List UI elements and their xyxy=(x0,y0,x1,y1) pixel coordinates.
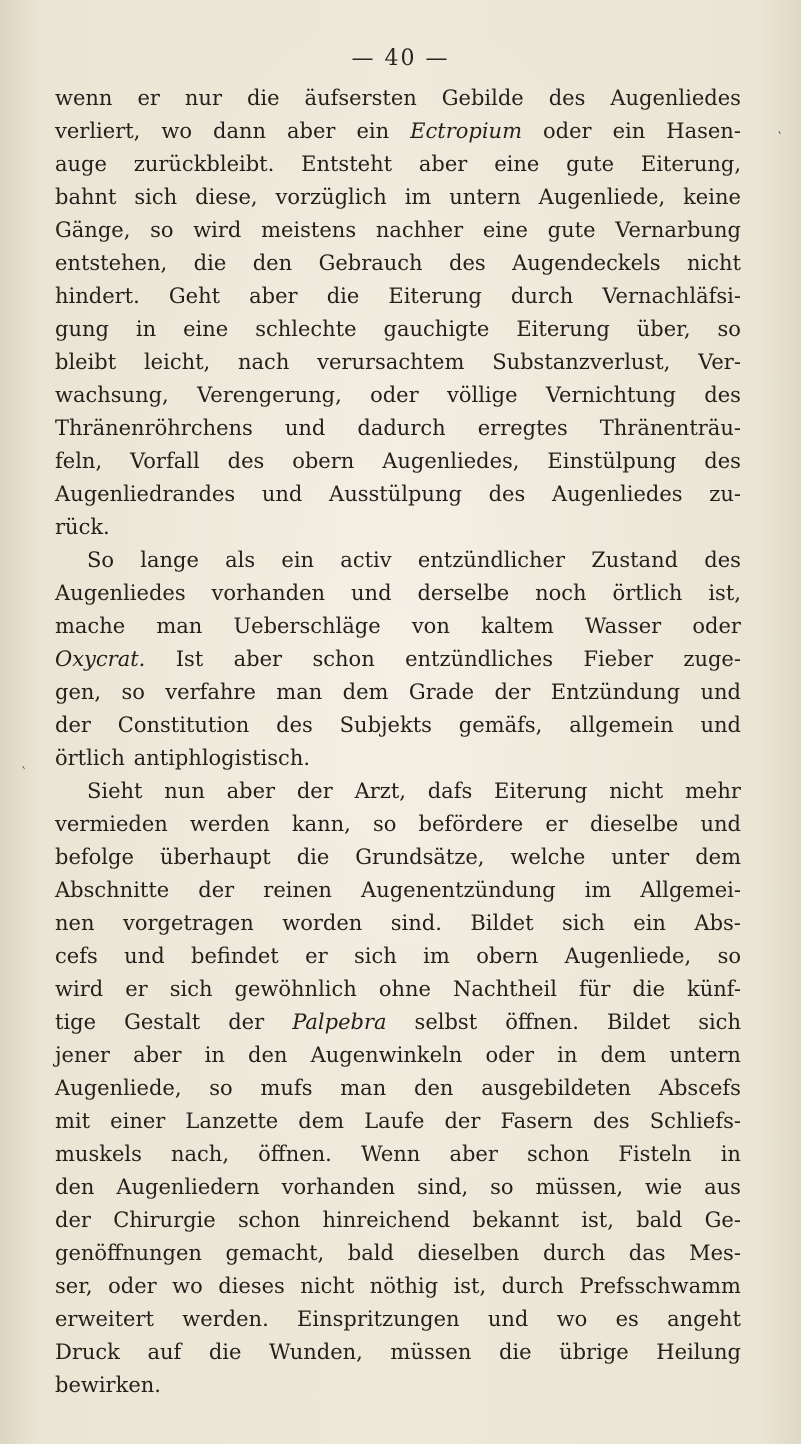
text-line: tige Gestalt der Palpebra selbst öffnen. Bildet sich xyxy=(55,1010,741,1034)
text-line: muskels nach, öffnen. Wenn aber schon Fisteln in xyxy=(55,1142,741,1166)
text-line: Sieht nun aber der Arzt, dafs Eiterung nicht mehr xyxy=(87,779,741,803)
text-line: gung in eine schlechte gauchigte Eiterung über, so xyxy=(55,317,741,341)
page-number: — 40 — xyxy=(351,46,450,71)
text-line: nen vorgetragen worden sind. Bildet sich ein Abs- xyxy=(55,911,741,935)
text-line: bleibt leicht, nach verursachtem Substanzverlust, Ver- xyxy=(55,350,741,374)
margin-mark: ‵ xyxy=(778,130,782,146)
text-line: mit einer Lanzette dem Laufe der Fasern des Schliefs- xyxy=(55,1109,741,1133)
text-line: rück. xyxy=(55,515,110,539)
text-line: So lange als ein activ entzündlicher Zustand des xyxy=(87,548,741,572)
text-line: cefs und befindet er sich im obern Augenliede, so xyxy=(55,944,741,968)
text-line: jener aber in den Augenwinkeln oder in dem untern xyxy=(55,1043,741,1067)
text-line: verliert, wo dann aber ein Ectropium oder ein Hasen- xyxy=(55,119,741,143)
text-line: der Constitution des Subjekts gemäfs, allgemein und xyxy=(55,713,741,737)
text-line: Augenliedrandes und Ausstülpung des Augenliedes zu- xyxy=(55,482,741,506)
text-line: Thränenröhrchens und dadurch erregtes Thränenträu- xyxy=(55,416,741,440)
text-line: den Augenliedern vorhanden sind, so müssen, wie aus xyxy=(55,1175,741,1199)
text-line: gen, so verfahre man dem Grade der Entzündung und xyxy=(55,680,741,704)
text-line: ser, oder wo dieses nicht nöthig ist, durch Prefsschwamm xyxy=(55,1274,741,1298)
text-line: mache man Ueberschläge von kaltem Wasser oder xyxy=(55,614,741,638)
text-line: wird er sich gewöhnlich ohne Nachtheil für die künf- xyxy=(55,977,741,1001)
text-line: auge zurückbleibt. Entsteht aber eine gute Eiterung, xyxy=(55,152,741,176)
text-line: Druck auf die Wunden, müssen die übrige Heilung xyxy=(55,1340,741,1364)
text-line: Abschnitte der reinen Augenentzündung im Allgemei- xyxy=(55,878,741,902)
text-line: vermieden werden kann, so befördere er dieselbe und xyxy=(55,812,741,836)
margin-mark: ‵ xyxy=(22,765,26,781)
text-line: entstehen, die den Gebrauch des Augendeckels nicht xyxy=(55,251,741,275)
text-line: befolge überhaupt die Grundsätze, welche unter dem xyxy=(55,845,741,869)
body-text xyxy=(55,82,741,1402)
text-line: Augenliedes vorhanden und derselbe noch örtlich ist, xyxy=(55,581,741,605)
text-line: Augenliede, so mufs man den ausgebildeten Abscefs xyxy=(55,1076,741,1100)
text-line: feln, Vorfall des obern Augenliedes, Einstülpung des xyxy=(55,449,741,473)
text-line: genöffnungen gemacht, bald dieselben durch das Mes- xyxy=(55,1241,741,1265)
text-line: bahnt sich diese, vorzüglich im untern Augenliede, keine xyxy=(55,185,741,209)
text-line: der Chirurgie schon hinreichend bekannt ist, bald Ge- xyxy=(55,1208,741,1232)
text-line: wenn er nur die äufsersten Gebilde des Augenliedes xyxy=(55,86,741,110)
text-line: Gänge, so wird meistens nachher eine gute Vernarbung xyxy=(55,218,741,242)
text-line: Oxycrat. Ist aber schon entzündliches Fieber zuge- xyxy=(55,647,741,671)
text-line: wachsung, Verengerung, oder völlige Vernichtung des xyxy=(55,383,741,407)
text-line: erweitert werden. Einspritzungen und wo es angeht xyxy=(55,1307,741,1331)
text-line: bewirken. xyxy=(55,1373,161,1397)
text-line: hindert. Geht aber die Eiterung durch Vernachläfsi- xyxy=(55,284,741,308)
text-line: örtlich antiphlogistisch. xyxy=(55,746,311,770)
